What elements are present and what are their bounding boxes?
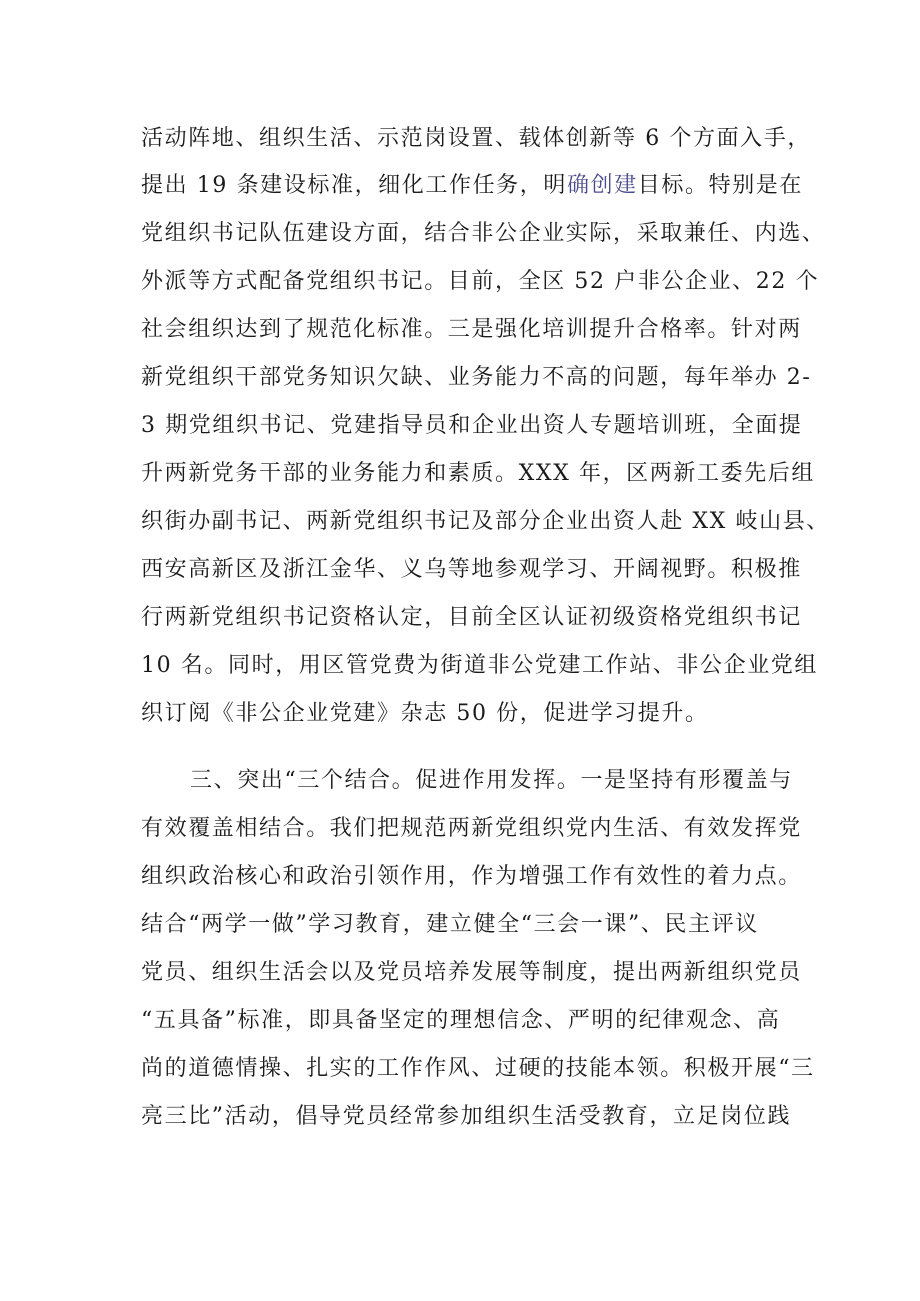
text-line: 活动阵地、组织生活、示范岗设置、载体创新等 6 个方面入手， [141,126,811,151]
text-line: 结合“两学一做”学习教育，建立健全“三会一课”、民主评议 [141,912,759,937]
text-line: 西安高新区及浙江金华、义乌等地参观学习、开阔视野。积极推 [141,557,802,582]
text-line: 有效覆盖相结合。我们把规范两新党组织党内生活、有效发挥党 [141,816,802,841]
text-line: 社会组织达到了规范化标准。三是强化培训提升合格率。针对两 [141,317,802,342]
text-line: 织订阅《非公企业党建》杂志 50 份，促进学习提升。 [141,701,709,726]
highlighted-text: 确创建 [566,173,638,198]
text-line: 新党组织干部党务知识欠缺、业务能力不高的问题，每年举办 2- [141,365,812,390]
text-line: 10 名。同时，用区管党费为街道非公党建工作站、非公企业党组 [141,653,818,678]
text-line: 尚的道德情操、扎实的工作作风、过硬的技能本领。积极开展“三 [141,1056,815,1081]
text-line: 组织政治核心和政治引领作用，作为增强工作有效性的着力点。 [141,864,802,889]
text-line: 行两新党组织书记资格认定，目前全区认证初级资格党组织书记 [141,605,802,630]
text-line: 3 期党组织书记、党建指导员和企业出资人专题培训班，全面提 [141,413,803,438]
text-span: 提出 19 条建设标准，细化工作任务，明 [141,173,567,198]
text-line: 亮三比”活动，倡导党员经常参加组织生活受教育，立足岗位践 [141,1104,792,1129]
text-line: “五具备”标准，即具备坚定的理想信念、严明的纪律观念、高 [141,1008,781,1033]
section-heading-line: 三、突出“三个结合。促进作用发挥。一是坚持有形覆盖与 [190,768,793,793]
text-line [141,171,821,201]
text-line: 党员、组织生活会以及党员培养发展等制度，提出两新组织党员 [141,960,802,985]
text-line: 织街办副书记、两新党组织书记及部分企业出资人赴 XX 岐山县、 [141,509,830,534]
text-span: 目标。特别是在 [637,173,803,198]
text-line: 党组织书记队伍建设方面，结合非公企业实际，采取兼任、内选、 [141,221,826,246]
text-line: 升两新党务干部的业务能力和素质。XXX 年，区两新工委先后组 [141,461,815,486]
text-line: 外派等方式配备党组织书记。目前，全区 52 户非公企业、22 个 [141,269,820,294]
